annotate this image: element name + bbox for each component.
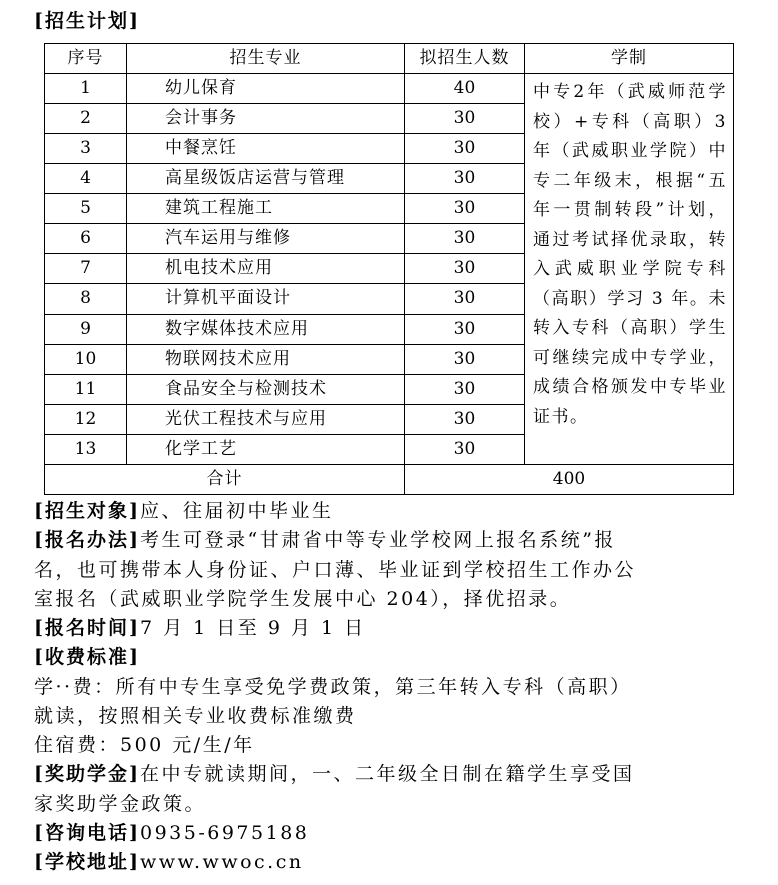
- target-line: [34, 497, 734, 527]
- registration-line-2: 名，也可携带本人身份证、户口薄、毕业证到学校招生工作办公: [34, 559, 637, 581]
- row-count: 30: [405, 134, 525, 164]
- target-text: 应、往届初中毕业生: [139, 500, 334, 522]
- row-major: 物联网技术应用: [127, 344, 405, 374]
- row-major: 中餐烹饪: [127, 134, 405, 164]
- row-index: 2: [45, 104, 127, 134]
- row-major: 汽车运用与维修: [127, 224, 405, 254]
- row-major: 计算机平面设计: [127, 284, 405, 314]
- row-count: 30: [405, 194, 525, 224]
- table-row: [45, 74, 734, 104]
- row-count: 30: [405, 404, 525, 434]
- row-major: 幼儿保育: [127, 74, 405, 104]
- header-study-system: 学制: [525, 44, 734, 74]
- row-major: 高星级饭店运营与管理: [127, 164, 405, 194]
- registration-line-3: 室报名（武威职业学院学生发展中心 204），择优招录。: [34, 588, 572, 610]
- row-major: 食品安全与检测技术: [127, 374, 405, 404]
- registration-line-1: [34, 526, 734, 556]
- contact-phone: 0935-6975188: [139, 822, 310, 844]
- row-index: 5: [45, 194, 127, 224]
- scholarship-label: [奖助学金]: [34, 763, 140, 785]
- row-index: 1: [45, 74, 127, 104]
- row-count: 30: [405, 224, 525, 254]
- row-count: 30: [405, 344, 525, 374]
- study-system-text: 中专2年（武威师范学校）+专科（高职）3年（武威职业学院）中专二年级末，根据“五年一贯制转段”计划，通过考试择优录取，转入武威职业学院专科（高职）学习 3 年。未转入专科（高职）学生可继续完成中专学业，成绩合格颁发中专毕业证书。: [525, 74, 734, 465]
- registration-label: [报名办法]: [34, 529, 140, 551]
- address-label: [学校地址]: [34, 851, 140, 873]
- row-count: 30: [405, 254, 525, 284]
- row-index: 12: [45, 404, 127, 434]
- fees-tuition-line-1: 学··费：所有中专生享受免学费政策，第三年转入专科（高职）: [34, 676, 632, 698]
- row-index: 3: [45, 134, 127, 164]
- row-count: 30: [405, 374, 525, 404]
- contact-label: [咨询电话]: [34, 822, 140, 844]
- scholarship-text-1: 在中专就读期间，一、二年级全日制在籍学生享受国: [139, 763, 635, 785]
- contact-line: [34, 819, 734, 849]
- row-index: 13: [45, 434, 127, 464]
- fees-heading-line: [34, 643, 734, 673]
- row-index: 8: [45, 284, 127, 314]
- row-count: 30: [405, 164, 525, 194]
- fees-lodging-line: 住宿费：500 元/生/年: [34, 734, 255, 756]
- row-index: 11: [45, 374, 127, 404]
- row-count: 30: [405, 434, 525, 464]
- row-count: 40: [405, 74, 525, 104]
- row-count: 30: [405, 104, 525, 134]
- row-index: 6: [45, 224, 127, 254]
- header-major: 招生专业: [127, 44, 405, 74]
- table-header-row: [45, 44, 734, 74]
- scholarship-line-2: 家奖助学金政策。: [34, 793, 207, 815]
- row-major: 数字媒体技术应用: [127, 314, 405, 344]
- table-total-row: [45, 464, 734, 494]
- row-count: 30: [405, 314, 525, 344]
- row-index: 9: [45, 314, 127, 344]
- header-index: 序号: [45, 44, 127, 74]
- row-index: 7: [45, 254, 127, 284]
- address-text: www.wwoc.cn: [139, 851, 304, 873]
- row-index: 4: [45, 164, 127, 194]
- target-label: [招生对象]: [34, 500, 140, 522]
- reg-time-text: 7 月 1 日至 9 月 1 日: [139, 617, 366, 639]
- enrollment-table: [44, 43, 734, 495]
- reg-time-label: [报名时间]: [34, 617, 140, 639]
- registration-text-1: 考生可登录“甘肃省中等专业学校网上报名系统”报: [139, 529, 616, 551]
- row-major: 建筑工程施工: [127, 194, 405, 224]
- section-title-plan: [招生计划]: [34, 10, 140, 32]
- row-major: 机电技术应用: [127, 254, 405, 284]
- total-value: 400: [405, 464, 734, 494]
- total-label: 合计: [45, 464, 405, 494]
- scholarship-line-1: [34, 760, 734, 790]
- reg-time-line: [34, 614, 734, 644]
- header-planned-count: 拟招生人数: [405, 44, 525, 74]
- fees-tuition-line-2: 就读，按照相关专业收费标准缴费: [34, 705, 357, 727]
- fees-label: [收费标准]: [34, 646, 140, 668]
- row-major: 化学工艺: [127, 434, 405, 464]
- row-major: 光伏工程技术与应用: [127, 404, 405, 434]
- row-major: 会计事务: [127, 104, 405, 134]
- row-count: 30: [405, 284, 525, 314]
- address-line: [34, 848, 734, 878]
- row-index: 10: [45, 344, 127, 374]
